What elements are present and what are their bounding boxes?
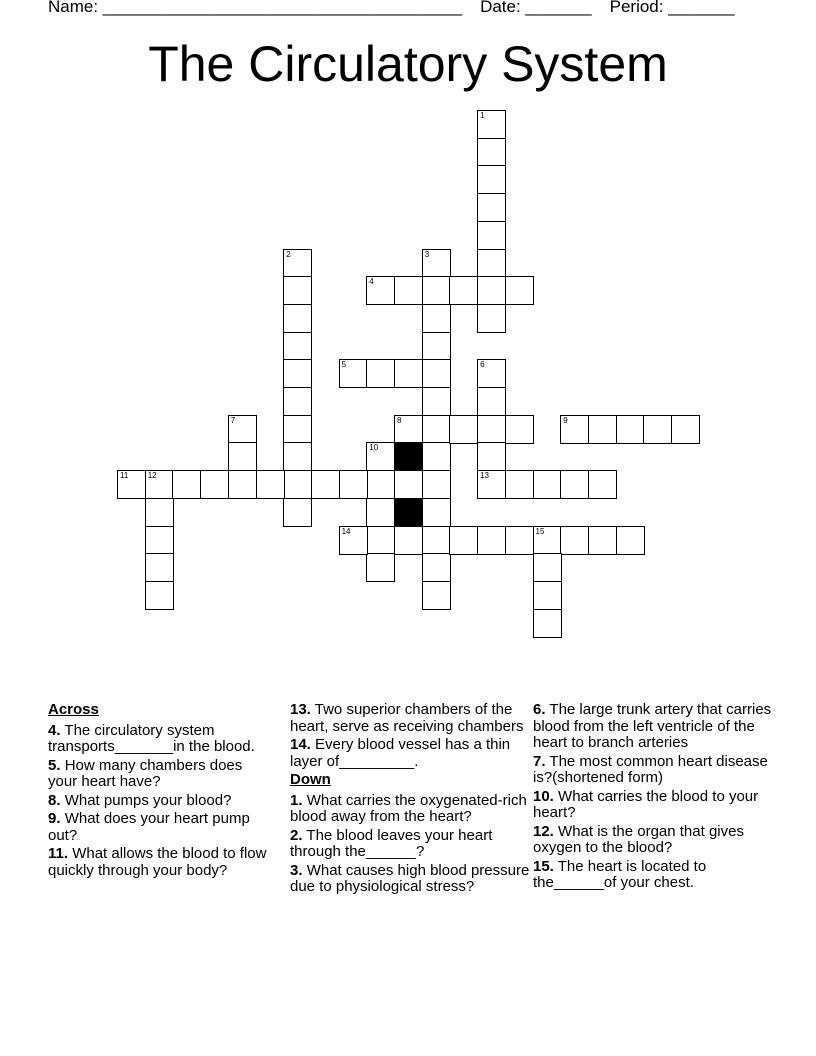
- page-title: The Circulatory System: [148, 36, 668, 92]
- clue-across-4: 4. The circulatory system transports_______in the blood.: [48, 721, 255, 755]
- grid-cell[interactable]: [560, 526, 589, 555]
- grid-cell[interactable]: [311, 470, 340, 499]
- clue-down-12: 12. What is the organ that gives oxygen to the blood?: [533, 822, 744, 856]
- grid-cell[interactable]: [256, 470, 285, 499]
- clue-across-14: 14. Every blood vessel has a thin layer of_________.: [290, 736, 511, 770]
- clue-number: 9: [563, 415, 568, 425]
- grid-cell[interactable]: [394, 415, 423, 444]
- clue-down-15: 15. The heart is located to the______of your chest.: [533, 857, 707, 891]
- grid-cell[interactable]: [505, 415, 534, 444]
- clue-number: 13: [480, 471, 489, 481]
- grid-cell[interactable]: [477, 276, 506, 305]
- grid-cell[interactable]: [477, 470, 506, 499]
- grid-cell[interactable]: [200, 470, 229, 499]
- grid-cell[interactable]: [172, 470, 201, 499]
- grid-cell[interactable]: [477, 442, 506, 471]
- clue-number: 12: [147, 471, 157, 481]
- grid-cell[interactable]: [477, 359, 506, 388]
- grid-cell[interactable]: [422, 276, 451, 305]
- clue-down-10: 10. What carries the blood to your heart?: [533, 787, 759, 821]
- grid-cell[interactable]: [366, 553, 395, 582]
- grid-cell[interactable]: [477, 221, 506, 250]
- across-heading: Across: [48, 701, 99, 718]
- grid-cell[interactable]: [228, 415, 257, 444]
- grid-cell[interactable]: [616, 526, 645, 555]
- grid-cell[interactable]: [533, 470, 562, 499]
- grid-cell[interactable]: [339, 526, 368, 555]
- grid-cell[interactable]: [422, 415, 451, 444]
- grid-cell[interactable]: [394, 470, 423, 499]
- grid-cell[interactable]: [533, 526, 562, 555]
- clues-column-2: [290, 702, 530, 898]
- grid-cell[interactable]: [616, 415, 645, 444]
- grid-cell[interactable]: [477, 193, 506, 222]
- grid-cell[interactable]: [283, 387, 312, 416]
- grid-cell[interactable]: [394, 276, 423, 305]
- grid-cell[interactable]: [422, 387, 451, 416]
- grid-cell[interactable]: [533, 609, 562, 638]
- clue-down-1: 1. What carries the oxygenated-rich blood away from the heart?: [290, 791, 527, 825]
- grid-cell[interactable]: [283, 442, 312, 471]
- clue-number: 4: [369, 277, 374, 287]
- clue-down-7: 7. The most common heart disease is?(shortened form): [533, 752, 768, 786]
- grid-cell[interactable]: [145, 553, 174, 582]
- grid-cell[interactable]: [394, 526, 423, 555]
- clue-down-3: 3. What causes high blood pressure due to physiological stress?: [290, 861, 530, 895]
- grid-cell[interactable]: [145, 581, 174, 610]
- grid-cell[interactable]: [339, 359, 368, 388]
- grid-cell[interactable]: [283, 304, 312, 333]
- grid-cell[interactable]: [339, 470, 368, 499]
- clue-down-2: 2. The blood leaves your heart through the______?: [290, 826, 493, 860]
- grid-cell[interactable]: [422, 332, 451, 361]
- grid-cell[interactable]: [449, 276, 478, 305]
- clue-across-13: 13. Two superior chambers of the heart, serve as receiving chambers: [290, 701, 524, 735]
- grid-block: [394, 498, 423, 527]
- grid-cell[interactable]: [366, 276, 395, 305]
- grid-cell[interactable]: [422, 470, 451, 499]
- grid-cell[interactable]: [449, 415, 478, 444]
- grid-cell[interactable]: [477, 110, 506, 139]
- grid-cell[interactable]: [588, 415, 617, 444]
- clue-number: 15: [535, 526, 545, 536]
- grid-cell[interactable]: [422, 304, 451, 333]
- name-field[interactable]: Name: ______________________________________: [48, 0, 463, 16]
- grid-cell[interactable]: [422, 581, 451, 610]
- grid-cell[interactable]: [422, 249, 451, 278]
- clue-number: 14: [341, 526, 351, 536]
- grid-cell[interactable]: [422, 498, 451, 527]
- clue-across-9: 9. What does your heart pump out?: [48, 810, 250, 844]
- grid-cell[interactable]: [283, 249, 312, 278]
- clue-across-5: 5. How many chambers does your heart have?: [48, 756, 243, 790]
- grid-cell[interactable]: [671, 415, 700, 444]
- grid-cell[interactable]: [145, 498, 174, 527]
- grid-cell[interactable]: [560, 415, 589, 444]
- grid-cell[interactable]: [366, 442, 395, 471]
- clues-column-3: [533, 702, 773, 894]
- grid-cell[interactable]: [283, 276, 312, 305]
- grid-cell[interactable]: [449, 526, 478, 555]
- clue-number: 5: [341, 360, 347, 370]
- grid-cell[interactable]: [366, 526, 395, 555]
- grid-cell[interactable]: [505, 526, 534, 555]
- grid-cell[interactable]: [588, 470, 617, 499]
- grid-cell[interactable]: [477, 415, 506, 444]
- clue-number: 11: [120, 471, 129, 481]
- grid-cell[interactable]: [283, 470, 312, 499]
- grid-cell[interactable]: [366, 498, 395, 527]
- clue-number: 10: [369, 443, 379, 453]
- clues-column-1: [48, 702, 273, 881]
- grid-block: [394, 442, 423, 471]
- grid-cell[interactable]: [228, 442, 257, 471]
- grid-cell[interactable]: [588, 526, 617, 555]
- grid-cell[interactable]: [394, 359, 423, 388]
- grid-cell[interactable]: [145, 526, 174, 555]
- clue-number: 7: [230, 415, 236, 425]
- grid-cell[interactable]: [422, 553, 451, 582]
- period-field[interactable]: Period: _______: [609, 0, 735, 16]
- grid-cell[interactable]: [533, 553, 562, 582]
- grid-cell[interactable]: [477, 165, 506, 194]
- grid-cell[interactable]: [283, 498, 312, 527]
- grid-cell[interactable]: [422, 359, 451, 388]
- clue-down-6: 6. The large trunk artery that carries blood from the left ventricle of the heart to branch arteries: [533, 701, 772, 751]
- grid-cell[interactable]: [117, 470, 146, 499]
- clue-number: 2: [286, 249, 291, 259]
- grid-cell[interactable]: [228, 470, 257, 499]
- grid-cell[interactable]: [477, 304, 506, 333]
- clue-number: 6: [480, 360, 485, 370]
- grid-cell[interactable]: [533, 581, 562, 610]
- clue-across-11: 11. What allows the blood to flow quickly through your body?: [48, 845, 267, 879]
- clue-number: 1: [480, 111, 485, 120]
- clue-number: 3: [424, 249, 430, 259]
- grid-cell[interactable]: [560, 470, 589, 499]
- grid-cell[interactable]: [422, 442, 451, 471]
- grid-cell[interactable]: [283, 415, 312, 444]
- grid-cell[interactable]: [366, 359, 395, 388]
- grid-cell[interactable]: [283, 332, 312, 361]
- grid-cell[interactable]: [505, 470, 534, 499]
- grid-cell[interactable]: [366, 470, 395, 499]
- grid-cell[interactable]: [145, 470, 174, 499]
- clue-number: 8: [397, 415, 402, 425]
- date-field[interactable]: Date: _______: [480, 0, 592, 16]
- grid-cell[interactable]: [505, 276, 534, 305]
- grid-cell[interactable]: [477, 138, 506, 167]
- grid-cell[interactable]: [643, 415, 672, 444]
- grid-cell[interactable]: [477, 526, 506, 555]
- down-heading: Down: [290, 771, 331, 788]
- grid-cell[interactable]: [477, 249, 506, 278]
- grid-cell[interactable]: [422, 526, 451, 555]
- grid-cell[interactable]: [283, 359, 312, 388]
- clue-across-8: 8. What pumps your blood?: [48, 791, 232, 809]
- grid-cell[interactable]: [477, 387, 506, 416]
- header-fields: [48, 0, 734, 17]
